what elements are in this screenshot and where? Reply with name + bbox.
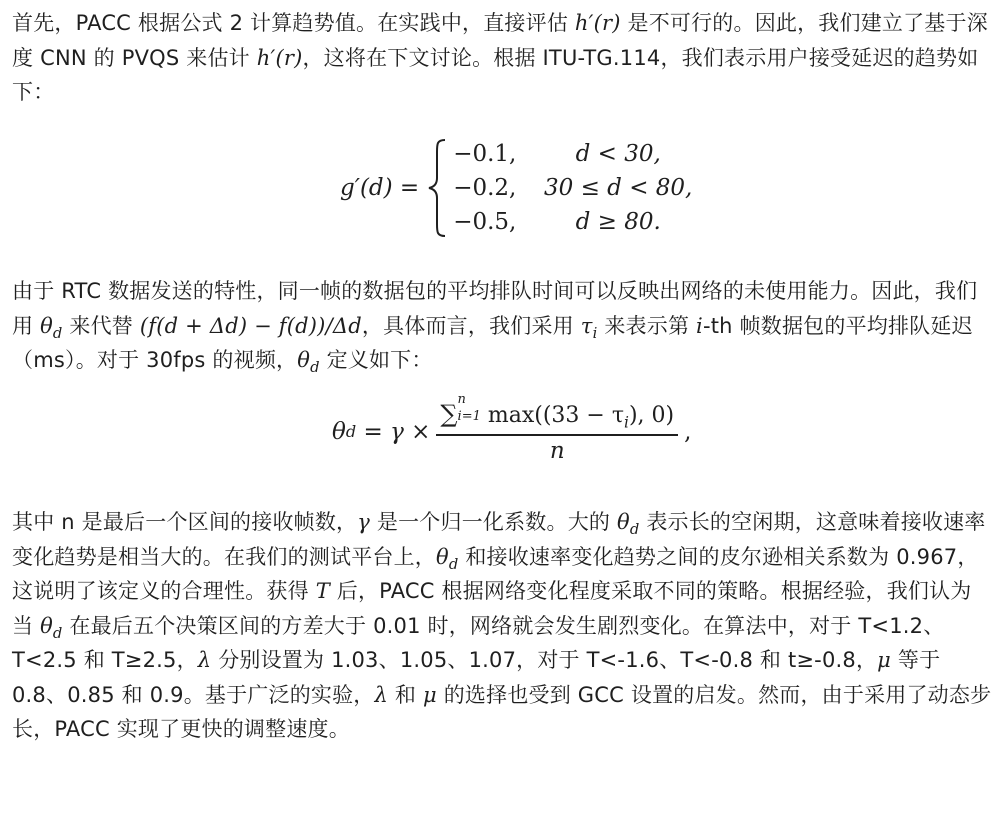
equation-theta-definition: θ d = γ × ∑ n i=1 $\max((33 - \tau_i)$, 0) n , bbox=[332, 392, 692, 464]
sum-limits bbox=[457, 392, 481, 431]
equation-2-numerator bbox=[436, 392, 678, 434]
math-lambda: λ bbox=[197, 648, 212, 672]
p2-text-5: -th 帧数据包的平均排队延迟（ms）。对于 30fps 的视频， bbox=[12, 313, 973, 372]
math-i: i bbox=[696, 313, 703, 338]
p2-text-1: 由于 RTC 数据发送的特性，同一帧的数据包的平均排队时间可以反映出网络的未使用能力。因此，我们用 bbox=[12, 279, 978, 338]
p3-text-2: 是一个归一化系数。大的 bbox=[370, 510, 617, 534]
equation-2-denominator: n bbox=[549, 437, 565, 464]
equation-2-equals: = γ × bbox=[356, 418, 431, 445]
p1-text-3: ，这将在下文讨论。根据 ITU-TG.114，我们表示用户接受延迟的趋势如下： bbox=[12, 45, 979, 104]
p3-text-10: 的选择也受到 GCC 设置的启发。然而，由于采用了动态步长，PACC 实现了更快的调整速度。 bbox=[12, 682, 992, 741]
case-1-condition: d < 30, bbox=[575, 141, 661, 167]
math-theta-3: θ bbox=[616, 510, 630, 534]
equation-piecewise bbox=[340, 136, 693, 240]
math-T: T bbox=[315, 579, 330, 603]
math-theta-sub-5: d bbox=[52, 624, 63, 642]
math-theta-2: θ bbox=[297, 348, 311, 372]
numerator-tail: ), 0) bbox=[628, 403, 675, 428]
math-h-prime-r-2: h′(r) bbox=[256, 45, 303, 70]
case-1-value: −0.1, bbox=[453, 141, 517, 167]
equation-2-tail: , bbox=[684, 418, 692, 445]
numerator-sub: i bbox=[624, 413, 629, 432]
math-theta-sub-4: d bbox=[448, 555, 459, 573]
left-brace-icon bbox=[427, 138, 449, 238]
math-lambda-2: λ bbox=[374, 682, 389, 707]
p3-text-4: 和接收速率变化趋势之间的皮尔逊相关系数为 0.967，这说明了该定义的合理性。获得 bbox=[12, 544, 979, 603]
p3-text-6: 在最后五个决策区间的方差大于 0.01 时，网络就会发生剧烈变化。在算法中，对于 T<1.2、T<2.5 和 T≥2.5， bbox=[12, 613, 945, 672]
math-theta-sub-3: d bbox=[629, 521, 640, 539]
p3-text-3: 表示长的空闲期，这意味着接收速率变化趋势是相当大的。在我们的测试平台上， bbox=[12, 510, 986, 569]
sum-icon: ∑ bbox=[440, 400, 458, 428]
case-3-condition: d ≥ 80. bbox=[575, 209, 661, 235]
p1-text-1: 首先，PACC 根据公式 2 计算趋势值。在实践中，直接评估 bbox=[12, 11, 575, 35]
p3-text-9: 和 bbox=[388, 682, 423, 707]
sum-upper: n bbox=[457, 392, 466, 407]
numerator-expression: max((33 − τ bbox=[487, 403, 625, 428]
math-theta-4: θ bbox=[436, 544, 449, 569]
equation-2-fraction bbox=[436, 392, 678, 464]
paragraph-3 bbox=[12, 505, 992, 747]
math-mu-2: μ bbox=[422, 682, 437, 707]
p1-text-2: 是不可行的。因此，我们建立了基于深度 CNN 的 PVQS 来估计 bbox=[12, 11, 988, 70]
equation-1-cases bbox=[453, 139, 693, 237]
math-theta-5: θ bbox=[40, 613, 53, 638]
math-tau-sub: i bbox=[592, 324, 598, 342]
case-2-condition: 30 ≤ d < 80, bbox=[544, 175, 693, 201]
math-h-prime-r: h′(r) bbox=[574, 11, 621, 35]
p3-text-5: 后，PACC 根据网络变化程度采取不同的策略。根据经验，我们认为当 bbox=[12, 579, 972, 638]
equation-2-lhs: θ bbox=[332, 418, 346, 445]
paragraph-1 bbox=[12, 6, 992, 110]
p3-text-7: 分别设置为 1.03、1.05、1.07，对于 T<-1.6、T<-0.8 和 t≥-0.8， bbox=[211, 648, 878, 672]
p2-text-6: 定义如下： bbox=[319, 348, 433, 372]
math-tau: τ bbox=[580, 313, 593, 338]
math-mu: μ bbox=[877, 648, 892, 672]
p2-text-2: 来代替 bbox=[62, 313, 140, 338]
p2-text-3: ，具体而言，我们采用 bbox=[361, 313, 581, 338]
case-3-value: −0.5, bbox=[453, 209, 517, 235]
math-theta-sub-2: d bbox=[310, 359, 320, 377]
case-2-value: −0.2, bbox=[453, 175, 517, 201]
p3-text-1: 其中 n 是最后一个区间的接收帧数， bbox=[12, 510, 358, 534]
math-difference-quotient: (f(d + Δd) − f(d))/Δd bbox=[139, 313, 362, 338]
equation-1-lhs: g′(d) = bbox=[340, 175, 420, 201]
math-gamma: γ bbox=[357, 510, 371, 534]
p2-text-4: 来表示第 bbox=[597, 313, 697, 338]
sum-lower: i=1 bbox=[457, 409, 481, 424]
math-theta: θ bbox=[40, 313, 53, 338]
p3-text-8: 等于 0.8、0.85 和 0.9。基于广泛的实验， bbox=[12, 648, 941, 707]
paragraph-2 bbox=[12, 274, 992, 378]
math-theta-sub: d bbox=[52, 324, 63, 342]
